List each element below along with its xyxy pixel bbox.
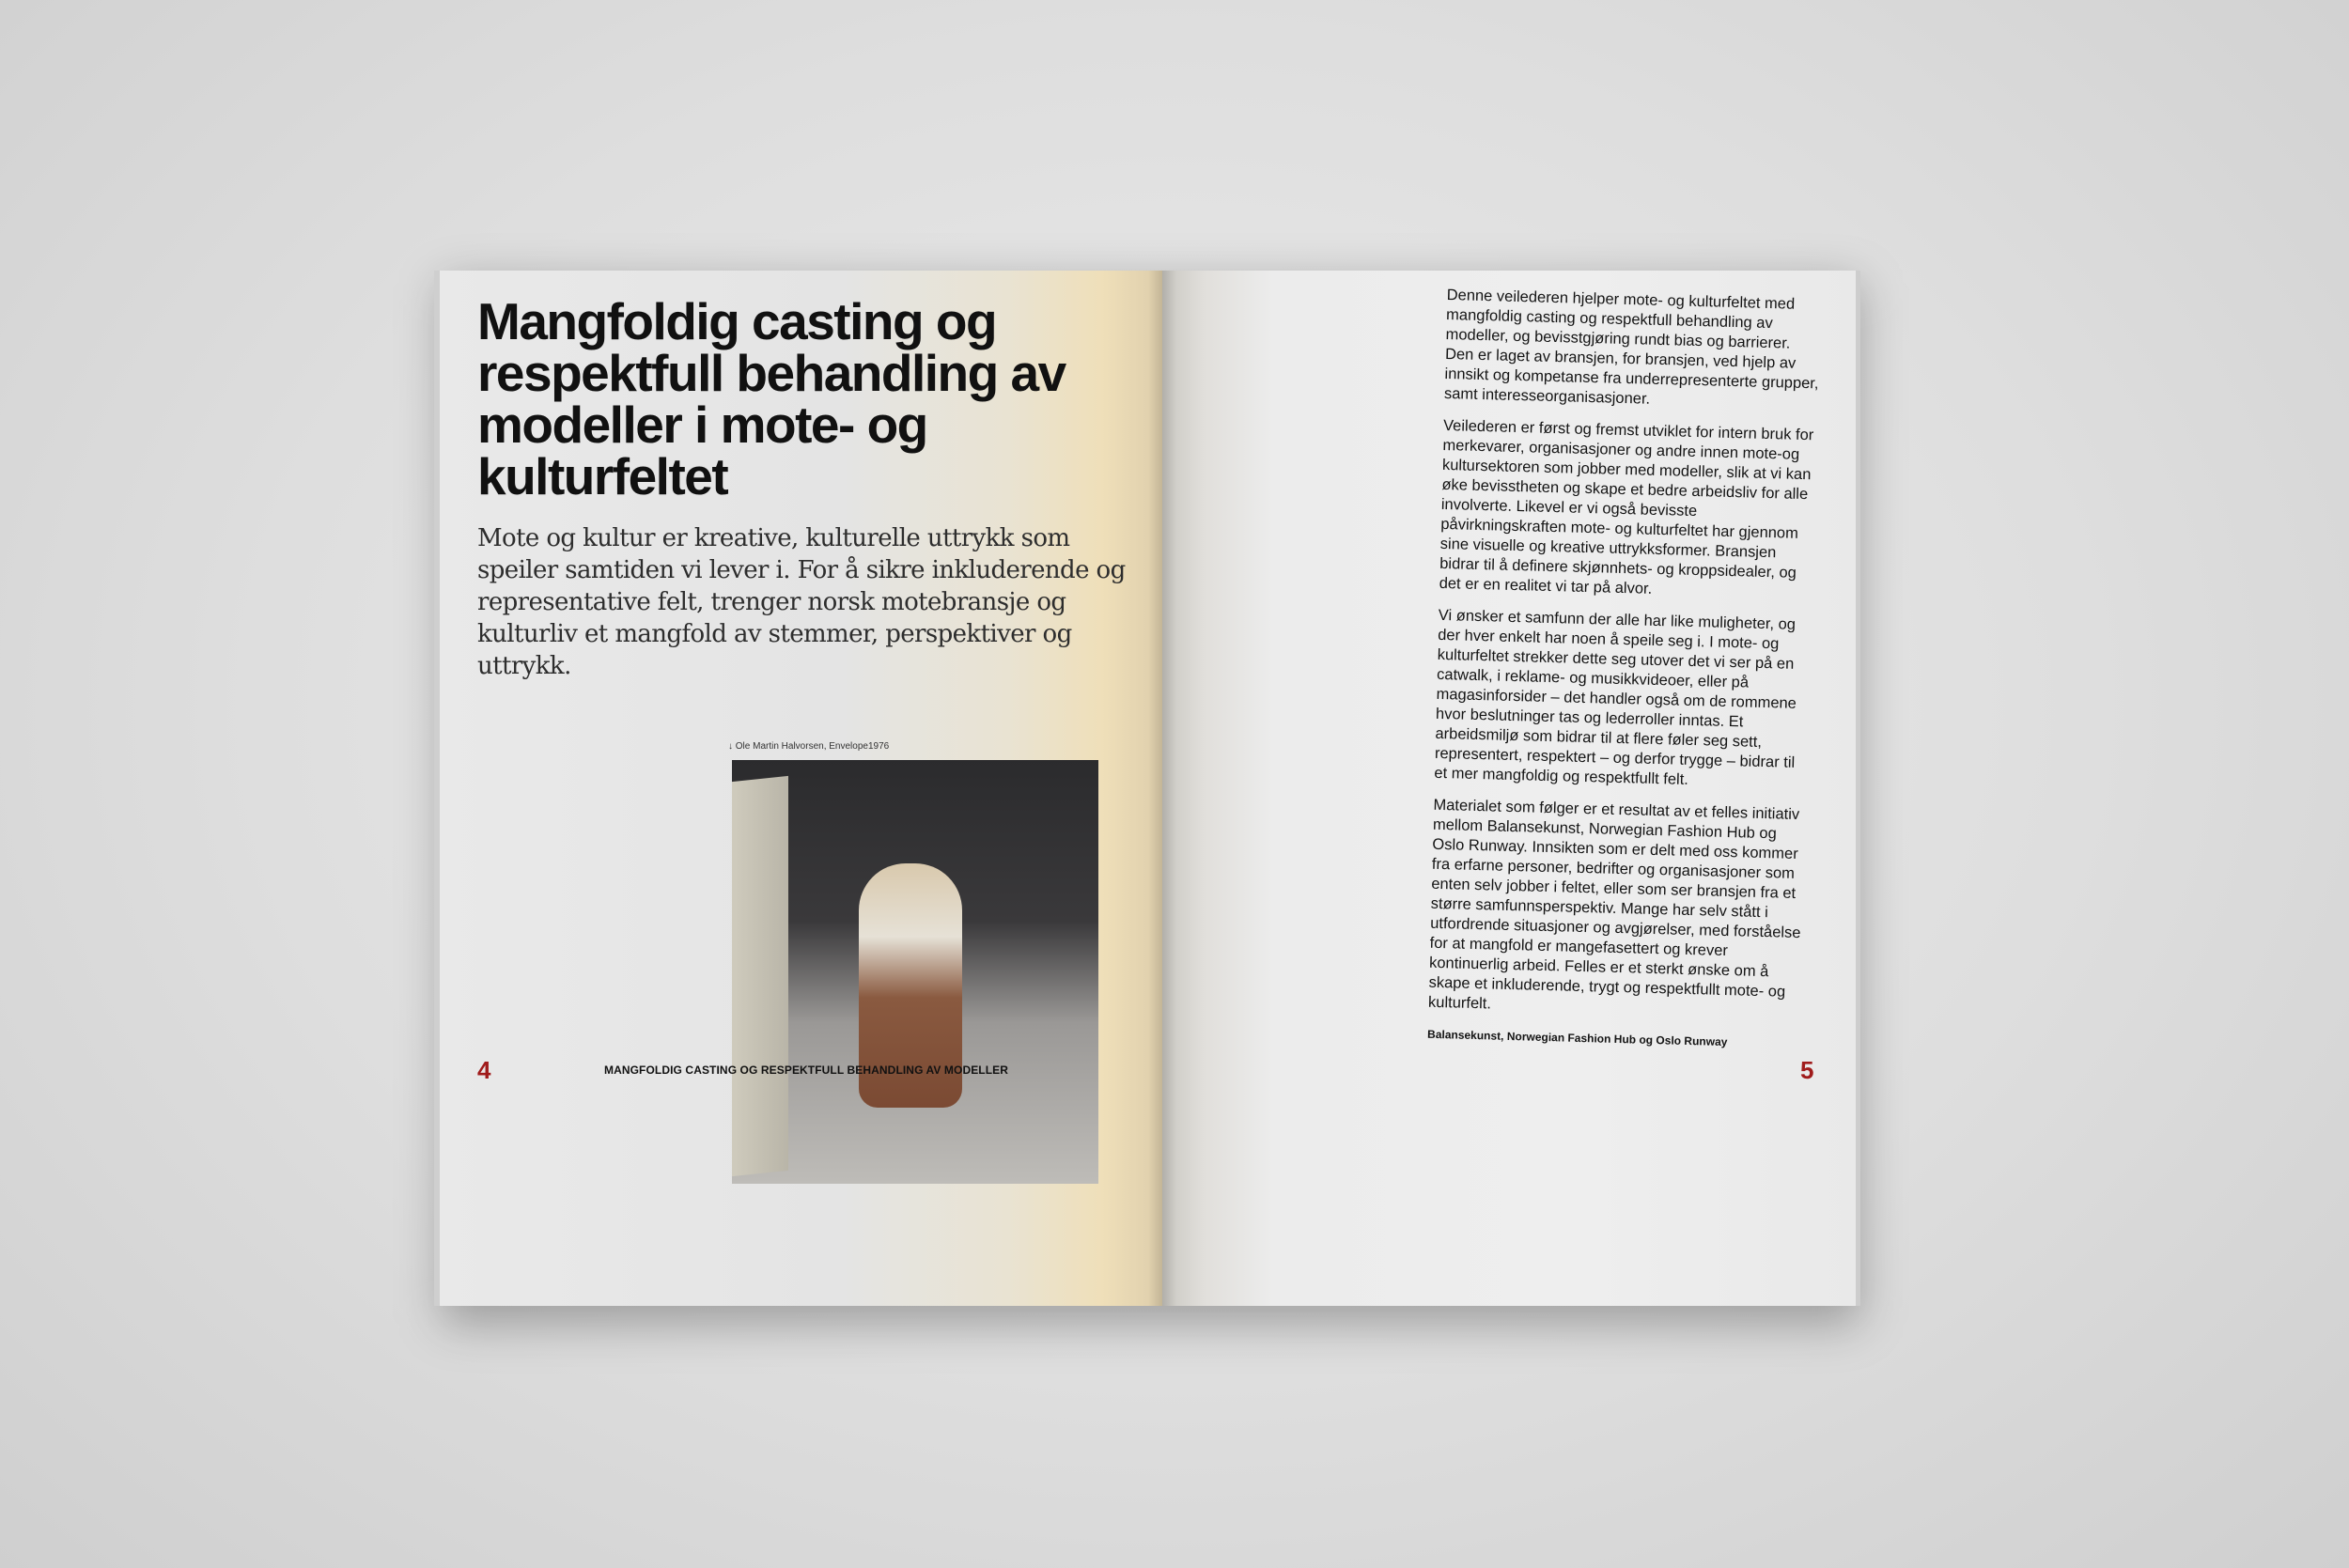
photo-board bbox=[732, 776, 788, 1176]
page-title: Mangfoldig casting og respektfull behandling av modeller i mote- og kulturfeltet bbox=[477, 292, 1066, 505]
signature: Balansekunst, Norwegian Fashion Hub og Oslo Runway bbox=[1426, 1027, 1728, 1049]
running-head: MANGFOLDIG CASTING OG RESPEKTFULL BEHANDLING AV MODELLER bbox=[604, 1063, 1009, 1077]
lead-paragraph: Mote og kultur er kreative, kulturelle uttrykk som speiler samtiden vi lever i. For å sikre inkluderende og representative felt, trenger norsk motebransje og kulturliv et mangfold av stemmer, perspektiver og uttrykk. bbox=[477, 524, 1126, 680]
photo-caption: ↓ Ole Martin Halvorsen, Envelope1976 bbox=[728, 741, 890, 752]
spine-fold bbox=[1148, 271, 1176, 1306]
right-page bbox=[1162, 271, 1860, 1306]
body-text bbox=[1427, 286, 1823, 1066]
body-paragraph: Denne veilederen hjelper mote- og kulturfeltet med mangfoldig casting og respektfull behandling av modeller, og bevisstgjøring rundt bias og barrierer. Den er laget av bransjen, for bransjen, ved hjelp av innsikt og kompetanse fra underrepresenterte grupper, samt interesseorganisasjoner. bbox=[1443, 286, 1819, 408]
page-number-right: 5 bbox=[1800, 1056, 1814, 1084]
page-number-left: 4 bbox=[477, 1056, 491, 1084]
body-paragraph: Veilederen er først og fremst utviklet for intern bruk for merkevarer, organisasjoner og andre innen mote-og kultursektoren som jobber med modeller, slik at vi kan øke bevisstheten og skape et bedre arbeidsliv for alle involverte. Likevel er vi også bevisste påvirkningskraften mote- og kulturfeltet har gjennom sine visuelle og kreative uttrykksformer. Bransjen bidrar til å definere skjønnhets- og kroppsidealer, og det er en realitet vi tar på alvor. bbox=[1439, 416, 1814, 598]
body-paragraph: Materialet som følger er et resultat av et felles initiativ mellom Balansekunst, Norwegian Fashion Hub og Oslo Runway. Innsikten som er delt med oss kommer fra erfarne personer, bedrifter og organisasjoner som enten selv jobber i feltet, eller som ser bransjen fra et større samfunnsperspektiv. Mange har selv stått i utfordrende situasjoner og avgjørelser, med forståelse for at mangfold er mangefasettert og krever kontinuerlig arbeid. Felles er et sterkt ønske om å skape et inkluderende, trygt og respektfullt mote- og kulturfelt. bbox=[1427, 796, 1801, 1013]
photo bbox=[732, 760, 1098, 1184]
body-paragraph: Vi ønsker et samfunn der alle har like muligheter, og der hver enkelt har noen å speile seg i. I mote- og kulturfeltet strekker dette seg utover det vi ser på en catwalk, i reklame- og musikkvideoer, eller på magasinforsider – det handler også om de rommene hvor beslutninger tas og lederroller inntas. Et arbeidsmiljø som bidrar til at flere føler seg sett, representert, respektert – og derfor trygge – bidrar til et mer mangfoldig og respektfullt felt. bbox=[1434, 606, 1797, 788]
left-page bbox=[434, 271, 1168, 1306]
